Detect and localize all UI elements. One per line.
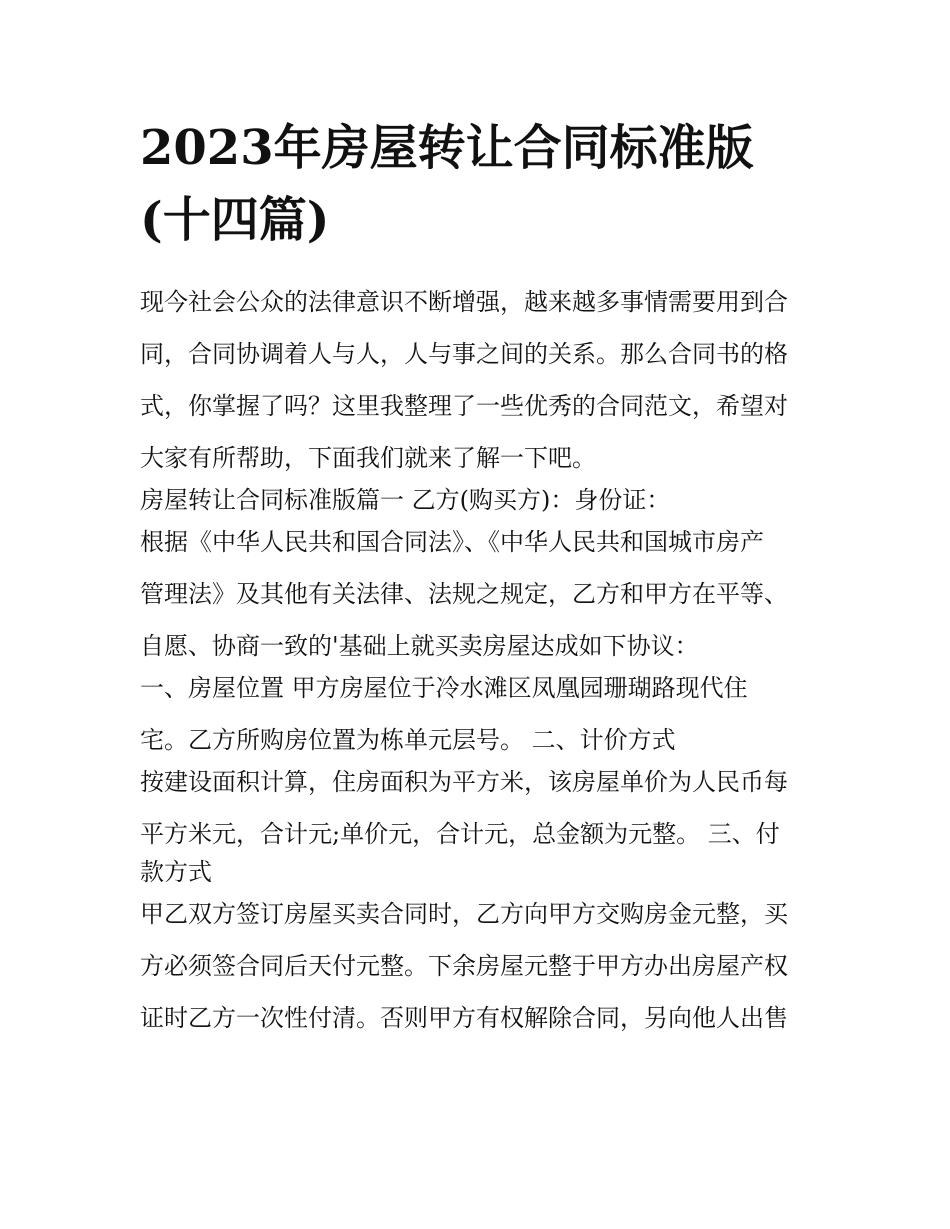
text-line-3: 式，你掌握了吗？这里我整理了一些优秀的合同范文，希望对: [140, 392, 788, 420]
text-line-11: 按建设面积计算，住房面积为平方米，该房屋单价为人民币每: [140, 768, 788, 796]
text-line-16: 证时乙方一次性付清。否则甲方有权解除合同，另向他人出售: [140, 1004, 788, 1032]
title-line-1: 2023年房屋转让合同标准版: [140, 120, 754, 176]
text-line-6: 根据《中华人民共和国合同法》、《中华人民共和国城市房产: [140, 528, 764, 556]
text-line-5: 房屋转让合同标准版篇一 乙方(购买方)：身份证：: [140, 486, 671, 514]
document-body: [140, 284, 820, 1036]
title-line-2: (十四篇): [140, 192, 330, 248]
text-line-1: 现今社会公众的法律意识不断增强，越来越多事情需要用到合: [140, 288, 788, 316]
text-line-10: 宅。乙方所购房位置为栋单元层号。 二、计价方式: [140, 726, 676, 754]
document-title: [140, 112, 820, 256]
text-line-13: 款方式: [140, 858, 212, 886]
text-line-12: 平方米元，合计元;单价元，合计元，总金额为元整。 三、付: [140, 820, 780, 848]
text-line-7: 管理法》及其他有关法律、法规之规定，乙方和甲方在平等、: [140, 580, 788, 608]
text-line-14: 甲乙双方签订房屋买卖合同时，乙方向甲方交购房金元整，买: [140, 900, 788, 928]
text-line-9: 一、房屋位置 甲方房屋位于冷水滩区凤凰园珊瑚路现代住: [140, 674, 748, 702]
text-line-2: 同，合同协调着人与人，人与事之间的关系。那么合同书的格: [140, 340, 788, 368]
text-line-15: 方必须签合同后天付元整。下余房屋元整于甲方办出房屋产权: [140, 952, 788, 980]
text-line-4: 大家有所帮助，下面我们就来了解一下吧。: [140, 444, 596, 472]
text-line-8: 自愿、协商一致的'基础上就买卖房屋达成如下协议：: [140, 632, 699, 660]
